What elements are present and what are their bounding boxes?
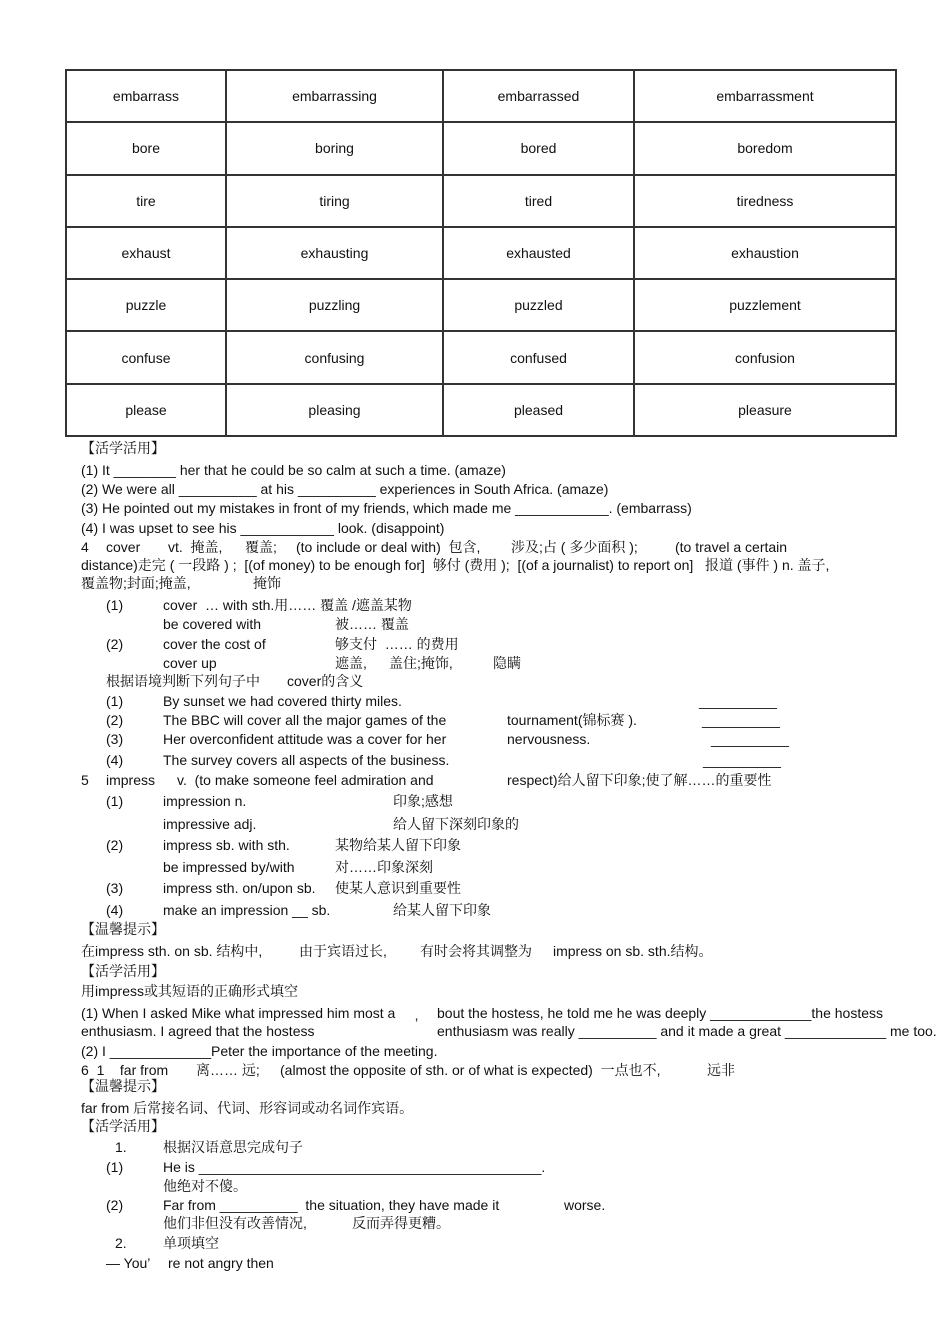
phrase: impressive adj. [163, 816, 257, 832]
definition-text: vt. 掩盖, [168, 539, 223, 555]
table-cell: pleasure [634, 384, 896, 436]
table-cell: embarrassment [634, 70, 896, 122]
table-cell: exhaustion [634, 227, 896, 279]
definition-text: 远非 [707, 1062, 735, 1078]
phrase: cover the cost of [163, 636, 266, 652]
sentence: tournament(锦标赛 ). [507, 712, 637, 728]
list-number: (3) [106, 731, 124, 747]
table-row [66, 175, 896, 227]
answer-blank: __________ [703, 752, 781, 768]
table-cell: exhausting [226, 227, 443, 279]
list-number: (1) [106, 597, 124, 613]
phrase-meaning: 给人留下深刻印象的 [393, 816, 519, 832]
tip-text: 有时会将其调整为 [420, 943, 532, 959]
table-cell: exhausted [443, 227, 634, 279]
apostrophe: ’ [415, 1015, 419, 1031]
exercise-line: enthusiasm was really __________ and it made a great _____________ me too. [437, 1023, 937, 1039]
table-cell: boring [226, 122, 443, 174]
exercise-line: (2) We were all __________ at his __________ experiences in South Africa. (amaze) [81, 481, 609, 497]
table-cell: pleased [443, 384, 634, 436]
list-number: (2) [106, 837, 124, 853]
chinese-hint: 他们非但没有改善情况, [163, 1215, 307, 1231]
phrase: impress sth. on/upon sb. [163, 880, 316, 896]
definition-text: respect)给人留下印象;使了解……的重要性 [507, 772, 772, 788]
instruction-text: 根据语境判断下列句子中 [106, 673, 260, 689]
exercise-line: He is ____________________________________________. [163, 1159, 546, 1175]
table-cell: boredom [634, 122, 896, 174]
table-cell: confusion [634, 331, 896, 383]
phrase-meaning: 某物给某人留下印象 [335, 837, 461, 853]
exercise-line: worse. [564, 1197, 606, 1213]
table-cell: confuse [66, 331, 226, 383]
sentence: The BBC will cover all the major games of the [163, 712, 447, 728]
exercise-line: — You’ [106, 1255, 151, 1271]
list-number: (1) [106, 793, 124, 809]
instruction-text: 根据汉语意思完成句子 [163, 1139, 303, 1155]
table-row [66, 70, 896, 122]
tip-text: 在impress sth. on sb. 结构中, [81, 943, 263, 959]
table-cell: tiredness [634, 175, 896, 227]
table-cell: embarrassing [226, 70, 443, 122]
chinese-hint: 反而弄得更糟。 [352, 1215, 450, 1231]
definition-text: (to include or deal with) 包含, [296, 539, 481, 555]
sentence: By sunset we had covered thirty miles. [163, 693, 402, 709]
table-row [66, 384, 896, 436]
definition-text: 涉及;占 ( 多少面积 ); [511, 539, 638, 555]
phrase-meaning: 遮盖, [335, 655, 367, 671]
section-heading: 【温馨提示】 [81, 921, 165, 937]
table-cell: tire [66, 175, 226, 227]
list-number: (1) [106, 693, 124, 709]
answer-blank: __________ [702, 712, 780, 728]
item-number: 4 [81, 539, 89, 555]
exercise-line: (1) It ________ her that he could be so calm at such a time. (amaze) [81, 462, 506, 478]
list-number: (1) [106, 1159, 124, 1175]
table-cell: embarrass [66, 70, 226, 122]
table-cell: embarrassed [443, 70, 634, 122]
phrase-meaning: 够支付 …… 的费用 [335, 636, 459, 652]
list-number: (2) [106, 636, 124, 652]
list-number: (4) [106, 752, 124, 768]
phrase-meaning: 使某人意识到重要性 [335, 880, 461, 896]
phrase: be covered with [163, 616, 262, 632]
answer-blank: __________ [699, 693, 777, 709]
instruction-text: cover的含义 [287, 673, 364, 689]
phrase-meaning: 隐瞒 [493, 655, 521, 671]
table-cell: bore [66, 122, 226, 174]
section-heading: 【活学活用】 [81, 963, 165, 979]
section-heading: 【活学活用】 [81, 1118, 165, 1134]
exercise-line: (4) I was upset to see his ____________ look. (disappoint) [81, 520, 445, 536]
exercise-line: re not angry then [168, 1255, 274, 1271]
instruction-text: 用impress或其短语的正确形式填空 [81, 983, 299, 999]
exercise-line: (2) I _____________Peter the importance of the meeting. [81, 1043, 438, 1059]
table-cell: exhaust [66, 227, 226, 279]
list-number: 1. [115, 1139, 127, 1155]
table-cell: confusing [226, 331, 443, 383]
table-cell: bored [443, 122, 634, 174]
table-cell: puzzlement [634, 279, 896, 331]
phrase-meaning: 盖住;掩饰, [389, 655, 453, 671]
headword: cover [106, 539, 141, 555]
table-cell: please [66, 384, 226, 436]
table-row [66, 227, 896, 279]
section-heading: 【温馨提示】 [81, 1078, 165, 1094]
table-cell: pleasing [226, 384, 443, 436]
list-number: (2) [106, 1197, 124, 1213]
table-cell: puzzling [226, 279, 443, 331]
exercise-line: Far from __________ the situation, they have made it [163, 1197, 500, 1213]
sentence: Her overconfident attitude was a cover for her [163, 731, 447, 747]
exercise-line: (3) He pointed out my mistakes in front of my friends, which made me ____________. (embarrass) [81, 500, 692, 516]
tip-text: 由于宾语过长, [299, 943, 387, 959]
exercise-line: enthusiasm. I agreed that the hostess [81, 1023, 315, 1039]
definition-text: v. (to make someone feel admiration and [177, 772, 434, 788]
table-cell: confused [443, 331, 634, 383]
phrase: make an impression __ sb. [163, 902, 331, 918]
list-number: (2) [106, 712, 124, 728]
definition-text: (almost the opposite of sth. or of what is expected) 一点也不, [280, 1062, 661, 1078]
list-number: (4) [106, 902, 124, 918]
exercise-line: bout the hostess, he told me he was deeply _____________the hostess [437, 1005, 883, 1021]
definition-text: 覆盖物;封面;掩盖, [81, 575, 191, 591]
chinese-hint: 他绝对不傻。 [163, 1178, 247, 1194]
table-cell: tired [443, 175, 634, 227]
table-row [66, 122, 896, 174]
table-row [66, 279, 896, 331]
item-number: 5 [81, 772, 89, 788]
headword: 6 1 far from [81, 1062, 169, 1078]
phrase-meaning: 对……印象深刻 [335, 859, 433, 875]
sentence: nervousness. [507, 731, 591, 747]
headword: impress [106, 772, 156, 788]
phrase-meaning: 印象;感想 [393, 793, 453, 809]
list-number: (3) [106, 880, 124, 896]
exercise-line: (1) When I asked Mike what impressed him most a [81, 1005, 396, 1021]
definition-text: 覆盖; [245, 539, 277, 555]
phrase: cover up [163, 655, 217, 671]
table-cell: puzzle [66, 279, 226, 331]
answer-blank: __________ [711, 731, 789, 747]
section-heading: 【活学活用】 [81, 440, 165, 456]
tip-text: far from 后常接名词、代词、形容词或动名词作宾语。 [81, 1100, 414, 1116]
phrase: impression n. [163, 793, 247, 809]
table-cell: puzzled [443, 279, 634, 331]
table-row [66, 331, 896, 383]
phrase-meaning: 给某人留下印象 [393, 902, 491, 918]
instruction-text: 单项填空 [163, 1235, 219, 1251]
definition-text: 离…… 远; [196, 1062, 260, 1078]
list-number: 2. [115, 1235, 127, 1251]
definition-text: 掩饰 [253, 575, 281, 591]
phrase: be impressed by/with [163, 859, 295, 875]
table-cell: tiring [226, 175, 443, 227]
phrase-line: cover … with sth.用…… 覆盖 /遮盖某物 [163, 597, 412, 613]
phrase: impress sb. with sth. [163, 837, 290, 853]
definition-text: (to travel a certain [675, 539, 788, 555]
definition-text: distance)走完 ( 一段路 ) ; [(of money) to be enough for] 够付 (费用 ); [(of a journalist) to report on] 报道 (事件 ) n. 盖子, [81, 557, 830, 573]
phrase-meaning: 被…… 覆盖 [335, 616, 409, 632]
word-forms-table [65, 69, 897, 437]
tip-text: impress on sb. sth.结构。 [553, 943, 713, 959]
sentence: The survey covers all aspects of the business. [163, 752, 450, 768]
